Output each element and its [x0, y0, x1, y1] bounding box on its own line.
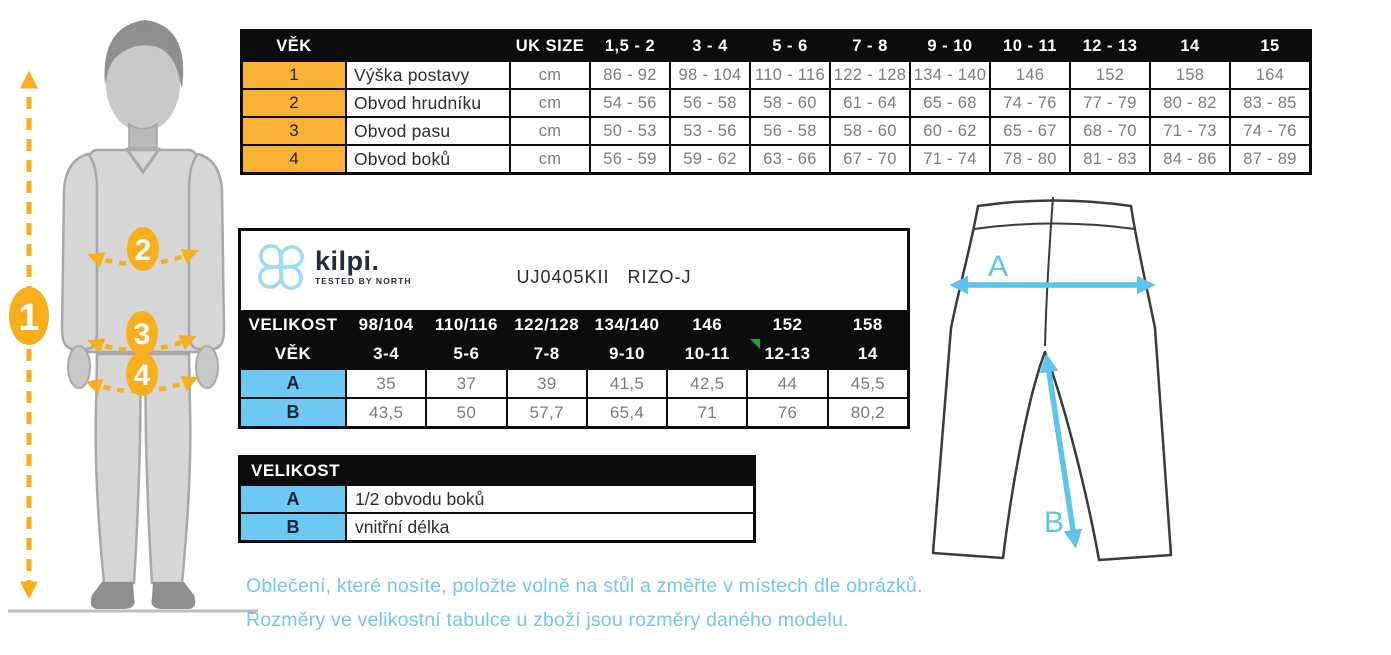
product-code: UJ0405KII — [516, 267, 610, 287]
top-table-value-cell: 87 - 89 — [1231, 146, 1309, 172]
top-table-value-cell: 77 - 79 — [1071, 90, 1149, 116]
note-line-2: Rozměry ve velikostní tabulce u zboží jsou rozměry daného modelu. — [246, 609, 849, 631]
product-table-value-cell: 44 — [748, 370, 826, 397]
top-table-value-cell: 60 - 62 — [911, 118, 989, 144]
top-table-value-cell: 58 - 60 — [831, 118, 909, 144]
top-table-value-cell: 63 - 66 — [751, 146, 829, 172]
top-table-row-label-cell: Obvod boků — [347, 146, 509, 172]
product-table-age-header-cell: 9-10 — [608, 343, 645, 363]
top-table-row-label-cell: Obvod hrudníku — [347, 90, 509, 116]
top-table-value-cell: 56 - 58 — [751, 118, 829, 144]
product-table-age-header-cell: 10-11 — [684, 343, 730, 363]
top-table-value-cell: 158 — [1151, 62, 1229, 88]
top-table-value-cell: 59 - 62 — [671, 146, 749, 172]
marker-badge-3 — [126, 311, 158, 355]
product-table-age-header-cell: 7-8 — [533, 343, 560, 363]
top-table-value-cell: 50 - 53 — [591, 118, 669, 144]
product-table-age-header-cell: 5-6 — [453, 343, 480, 363]
top-table-value-cell: 71 - 74 — [911, 146, 989, 172]
kilpi-logo — [255, 241, 412, 293]
product-table-age-header-cell: 14 — [857, 343, 878, 363]
top-table-header-age-label: VĚK — [276, 36, 312, 55]
right-arm — [189, 154, 224, 349]
measurements-table-header — [243, 32, 1309, 60]
product-table-age-header-cell: 3-4 — [373, 343, 400, 363]
note-line-1: Oblečení, které nosíte, položte volně na stůl a změřte v místech dle obrázků. — [246, 575, 923, 597]
left-arm — [62, 154, 97, 349]
legend-label-cell: 1/2 obvodu boků — [347, 486, 753, 512]
product-table-value-cell: 42,5 — [668, 370, 746, 397]
top-table-value-cell: 98 - 104 — [671, 62, 749, 88]
left-shoe — [91, 582, 135, 609]
top-table-value-cell: 65 - 68 — [911, 90, 989, 116]
brand-tagline: TESTED BY NORTH — [315, 276, 412, 286]
top-table-row-number-cell: 3 — [243, 118, 345, 144]
product-table-value-cell: 50 — [427, 399, 505, 426]
top-table-size-header-cell: 12 - 13 — [1082, 36, 1138, 55]
top-table-unit-cell: cm — [511, 90, 589, 116]
top-table-value-cell: 84 - 86 — [1151, 146, 1229, 172]
product-table-value-cell: 37 — [427, 370, 505, 397]
left-hand — [68, 346, 90, 388]
marker-badge-4 — [126, 352, 158, 396]
product-table-key-cell: B — [241, 399, 345, 426]
product-table-size-header-cell: 134/140 — [594, 314, 660, 334]
legend-table — [238, 455, 756, 543]
marker-badge-2 — [127, 227, 159, 271]
label-b: B — [1043, 506, 1065, 539]
product-name: RIZO-J — [627, 267, 692, 287]
product-table-value-cell: 39 — [508, 370, 586, 397]
right-shoe — [151, 582, 195, 609]
top-table-size-header-cell: 9 - 10 — [927, 36, 973, 55]
top-table-value-cell: 78 - 80 — [991, 146, 1069, 172]
child-figure-diagram — [0, 0, 262, 630]
product-table-age-label: VĚK — [274, 343, 312, 363]
product-table-value-cell: 45,5 — [829, 370, 907, 397]
product-table-value-cell: 65,4 — [588, 399, 666, 426]
top-table-value-cell: 56 - 58 — [671, 90, 749, 116]
top-table-value-cell: 74 - 76 — [1231, 118, 1309, 144]
top-table-value-cell: 164 — [1231, 62, 1309, 88]
top-table-value-cell: 152 — [1071, 62, 1149, 88]
product-table-value-cell: 41,5 — [588, 370, 666, 397]
top-table-value-cell: 58 - 60 — [751, 90, 829, 116]
top-table-header-unit-label: UK SIZE — [515, 36, 585, 55]
top-table-size-header-cell: 14 — [1180, 36, 1200, 55]
top-table-row-number-cell: 4 — [243, 146, 345, 172]
product-table-body — [241, 370, 907, 426]
pants-diagram — [928, 192, 1180, 574]
product-table-value-cell: 71 — [668, 399, 746, 426]
product-title — [434, 267, 774, 288]
top-table-size-header-cell: 1,5 - 2 — [604, 36, 656, 55]
top-table-row-label-cell: Obvod pasu — [347, 118, 509, 144]
top-table-value-cell: 86 - 92 — [591, 62, 669, 88]
top-table-unit-cell: cm — [511, 118, 589, 144]
legend-label-cell: vnitřní délka — [347, 514, 753, 540]
svg-text:4: 4 — [133, 359, 151, 392]
product-table-value-cell: 80,2 — [829, 399, 907, 426]
legend-table-header: VELIKOST — [241, 458, 753, 484]
top-table-value-cell: 110 - 116 — [751, 62, 829, 88]
top-table-size-header-cell: 15 — [1260, 36, 1280, 55]
product-table-value-cell: 43,5 — [347, 399, 425, 426]
product-header-area — [241, 231, 907, 310]
product-table-age-header-row — [241, 339, 907, 368]
kilpi-logo-icon — [255, 241, 307, 293]
top-table-value-cell: 54 - 56 — [591, 90, 669, 116]
top-table-value-cell: 71 - 73 — [1151, 118, 1229, 144]
top-table-value-cell: 134 - 140 — [911, 62, 989, 88]
top-table-size-header-cell: 10 - 11 — [1003, 36, 1057, 55]
product-table-value-cell: 35 — [347, 370, 425, 397]
top-table-unit-cell: cm — [511, 62, 589, 88]
product-table-size-header-cell: 98/104 — [358, 314, 414, 334]
measurements-table — [240, 29, 1312, 175]
product-table-size-header-cell: 158 — [852, 314, 883, 334]
product-table-size-label: VELIKOST — [248, 314, 338, 334]
legend-table-body — [241, 486, 753, 540]
svg-text:1: 1 — [18, 297, 40, 339]
top-table-value-cell: 56 - 59 — [591, 146, 669, 172]
top-table-row-label-cell: Výška postavy — [347, 62, 509, 88]
measurements-table-body — [243, 62, 1309, 172]
top-table-value-cell: 67 - 70 — [831, 146, 909, 172]
top-table-value-cell: 83 - 85 — [1231, 90, 1309, 116]
top-table-value-cell: 53 - 56 — [671, 118, 749, 144]
right-hand — [196, 346, 218, 388]
product-table-size-header-cell: 146 — [692, 314, 723, 334]
marker-badge-1 — [9, 287, 49, 345]
top-table-size-header-cell: 3 - 4 — [692, 36, 728, 55]
product-size-table — [238, 228, 910, 429]
top-table-value-cell: 61 - 64 — [831, 90, 909, 116]
top-table-size-header-cell: 5 - 6 — [772, 36, 808, 55]
svg-text:3: 3 — [133, 318, 151, 351]
product-table-size-header-cell: 122/128 — [514, 314, 580, 334]
label-a: A — [987, 250, 1009, 283]
product-table-key-cell: A — [241, 370, 345, 397]
product-table-value-cell: 57,7 — [508, 399, 586, 426]
measuring-notes — [246, 569, 923, 637]
top-table-value-cell: 80 - 82 — [1151, 90, 1229, 116]
top-table-value-cell: 74 - 76 — [991, 90, 1069, 116]
legend-key-cell: A — [241, 486, 345, 512]
brand-name: kilpi. — [315, 246, 380, 276]
top-table-value-cell: 146 — [991, 62, 1069, 88]
svg-text:2: 2 — [134, 234, 152, 267]
top-table-value-cell: 68 - 70 — [1071, 118, 1149, 144]
top-table-value-cell: 122 - 128 — [831, 62, 909, 88]
kilpi-logo-text — [315, 248, 412, 286]
top-table-row-number-cell: 1 — [243, 62, 345, 88]
top-table-unit-cell: cm — [511, 146, 589, 172]
top-table-value-cell: 81 - 83 — [1071, 146, 1149, 172]
top-table-row-number-cell: 2 — [243, 90, 345, 116]
legend-key-cell: B — [241, 514, 345, 540]
top-table-size-header-cell: 7 - 8 — [852, 36, 888, 55]
product-table-size-header-row — [241, 310, 907, 339]
product-table-size-header-cell: 110/116 — [434, 314, 498, 334]
product-table-size-header-cell: 152 — [772, 314, 803, 334]
product-table-age-header-cell: 12-13 — [764, 343, 811, 363]
product-table-value-cell: 76 — [748, 399, 826, 426]
top-table-value-cell: 65 - 67 — [991, 118, 1069, 144]
